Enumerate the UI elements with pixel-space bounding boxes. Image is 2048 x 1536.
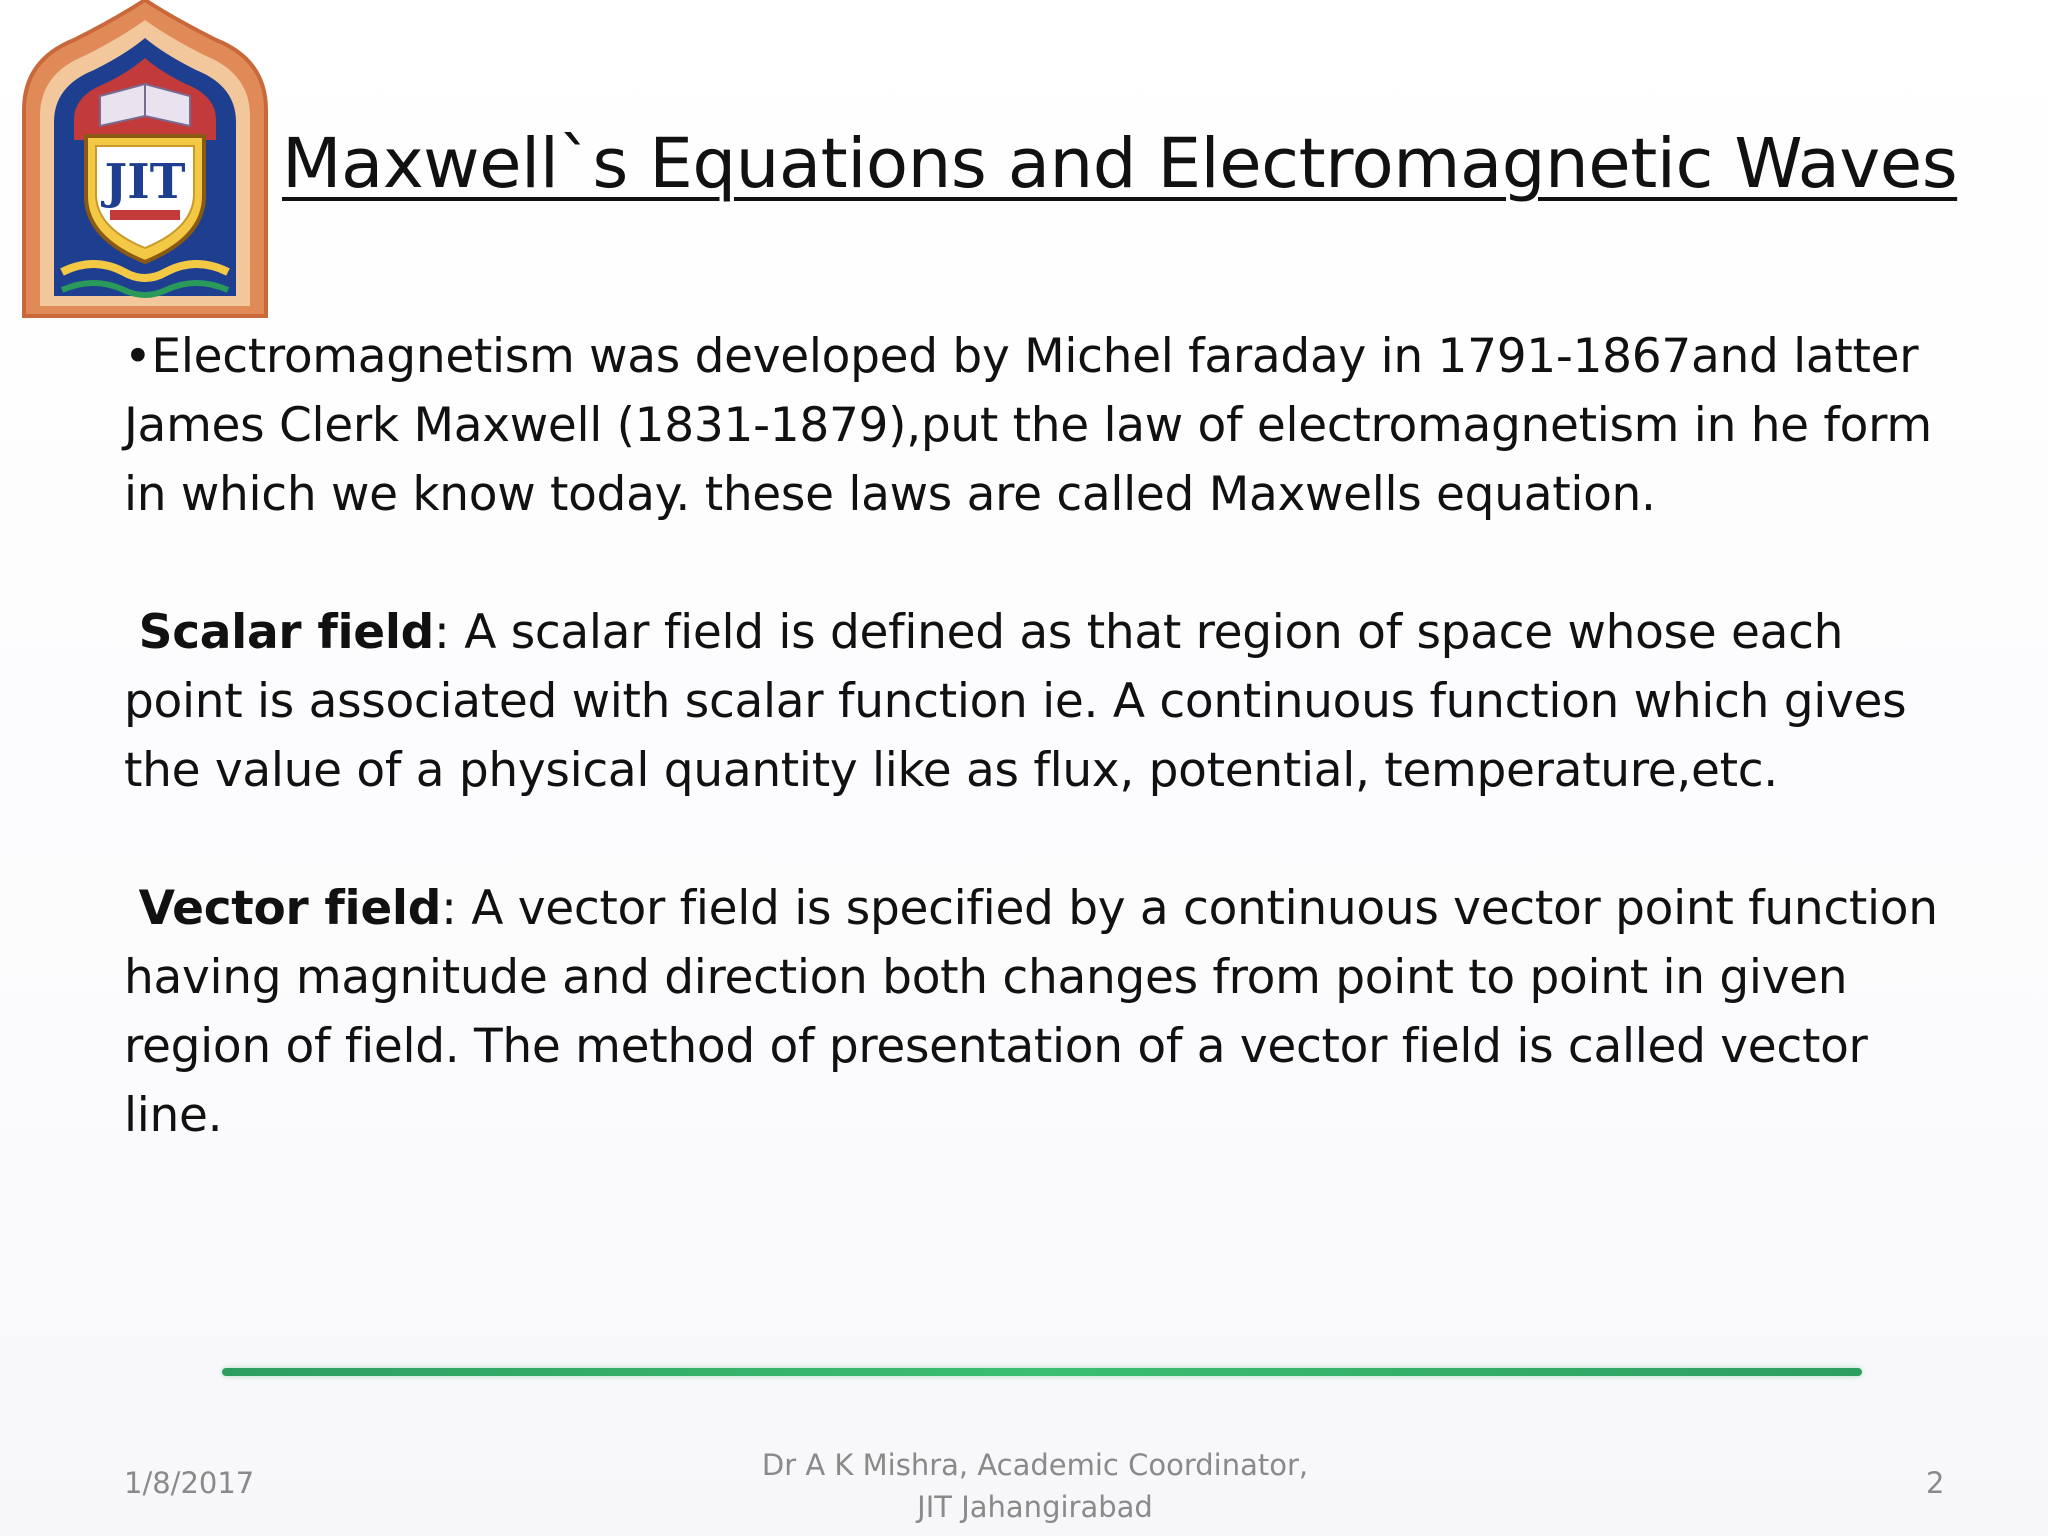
intro-paragraph (124, 322, 1954, 529)
vector-field-term: Vector field (138, 881, 442, 936)
scalar-field-term: Scalar field (138, 605, 435, 660)
footer-divider-line (222, 1368, 1862, 1376)
jit-logo-emblem (14, 0, 276, 318)
slide-body (124, 322, 1954, 1150)
intro-paragraph-text: •Electromagnetism was developed by Michel faraday in 1791-1867and latter James Clerk Maxwell (1831-1879),put the law of electromagnetism in he form in which we know today. these laws are called Maxwells equation. (124, 329, 1932, 522)
scalar-field-definition: : A scalar field is defined as that region of space whose each point is associated with scalar function ie. A continuous function which gives the value of a physical quantity like as flux, potential, temperature,etc. (124, 605, 1907, 798)
slide-number: 2 (1926, 1466, 1945, 1500)
footer-author-line-1: Dr A K Mishra, Academic Coordinator, (761, 1448, 1309, 1482)
jit-logo (14, 0, 276, 318)
vector-field-definition: : A vector field is specified by a continuous vector point function having magnitude and direction both changes from point to point in given region of field. The method of presentation of a vector field is called vector line. (124, 881, 1938, 1143)
footer-date: 1/8/2017 (124, 1466, 255, 1500)
slide-title: Maxwell`s Equations and Electromagnetic Waves (282, 124, 1958, 204)
scalar-field-paragraph (124, 598, 1954, 805)
svg-text:JIT: JIT (104, 154, 186, 210)
footer-author (740, 1444, 1330, 1528)
footer-author-line-2: JIT Jahangirabad (917, 1490, 1153, 1524)
vector-field-paragraph (124, 874, 1954, 1150)
